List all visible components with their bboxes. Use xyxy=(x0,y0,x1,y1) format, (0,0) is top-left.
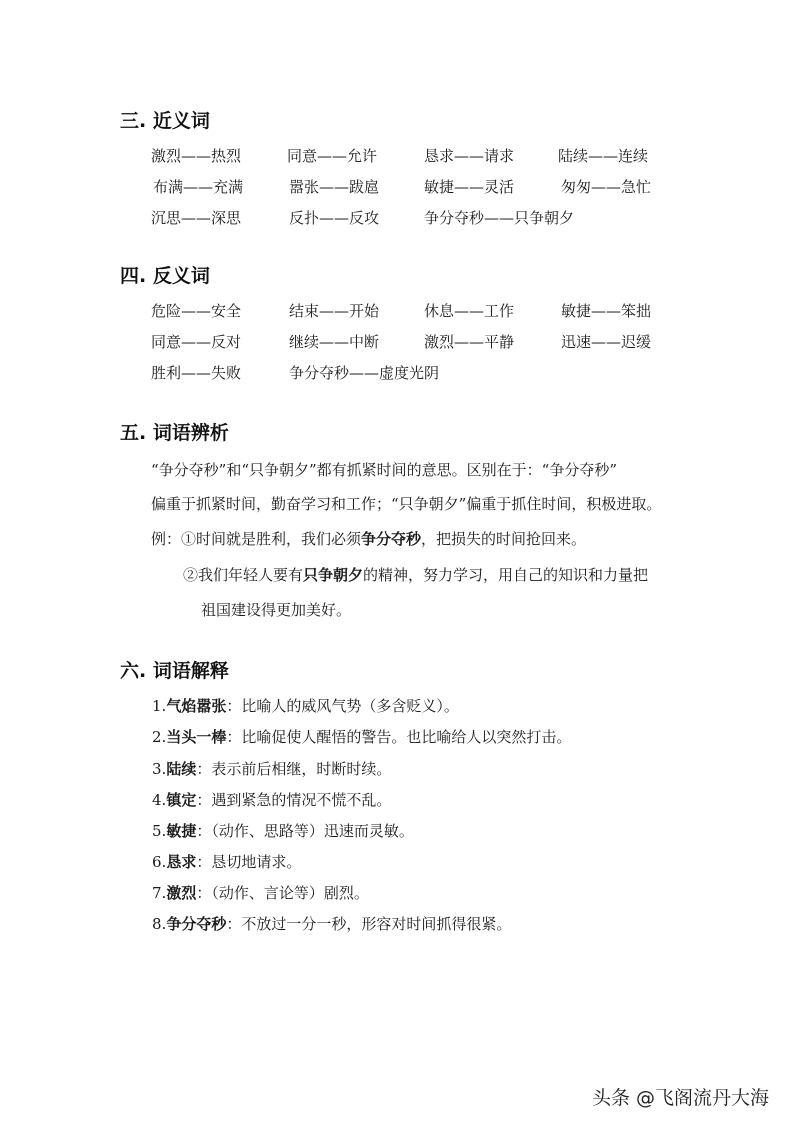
explanation-item xyxy=(152,820,414,841)
item-term: 激烈 xyxy=(166,884,197,902)
antonym-pair: 继续——中断 xyxy=(289,333,380,351)
example-2 xyxy=(183,564,648,585)
item-number: 2. xyxy=(152,728,167,746)
explanation-item xyxy=(152,726,571,747)
item-term: 争分夺秒 xyxy=(166,915,227,933)
item-definition: ：恳切地请求。 xyxy=(196,853,302,871)
item-term: 敏捷 xyxy=(166,822,197,840)
item-number: 1. xyxy=(152,697,167,715)
analysis-line-1: “争分夺秒”和“只争朝夕”都有抓紧时间的意思。区别在于：“争分夺秒” xyxy=(151,461,618,479)
explanation-item xyxy=(152,851,301,872)
item-definition: ：（动作、思路等）迅速而灵敏。 xyxy=(196,822,414,840)
explanations-title: 六. 词语解释 xyxy=(120,660,229,682)
item-term: 镇定 xyxy=(166,791,197,809)
antonyms-title: 四. 反义词 xyxy=(120,265,210,287)
synonym-pair: 沉思——深思 xyxy=(151,209,242,227)
antonym-pair: 激烈——平静 xyxy=(424,333,515,351)
synonym-pair: 陆续——连续 xyxy=(558,147,649,165)
item-term: 陆续 xyxy=(166,760,197,778)
antonym-pair: 迅速——迟缓 xyxy=(561,333,652,351)
explanation-item xyxy=(152,882,369,903)
example-2-continued: 祖国建设得更加美好。 xyxy=(201,601,352,619)
item-definition: ：（动作、言论等）剧烈。 xyxy=(196,884,369,902)
item-definition: ：不放过一分一秒，形容对时间抓得很紧。 xyxy=(226,915,512,933)
explanation-item xyxy=(152,695,459,716)
synonyms-title: 三. 近义词 xyxy=(120,110,210,132)
watermark: 头条 @飞阁流丹大海 xyxy=(592,1087,770,1109)
item-number: 6. xyxy=(152,853,167,871)
explanation-item xyxy=(152,758,391,779)
item-definition: ：比喻人的威风气势（多含贬义）。 xyxy=(226,697,459,715)
item-definition: ：遇到紧急的情况不慌不乱。 xyxy=(196,791,392,809)
synonym-pair: 嚣张——跋扈 xyxy=(289,178,380,196)
explanation-item xyxy=(152,913,511,934)
antonym-pair: 同意——反对 xyxy=(151,333,242,351)
synonym-pair: 同意——允许 xyxy=(287,147,378,165)
example-1 xyxy=(151,528,586,549)
synonym-pair: 敏捷——灵活 xyxy=(424,178,515,196)
example-1-prefix: 例：①时间就是胜利，我们必须 xyxy=(151,530,362,548)
synonym-pair: 恳求——请求 xyxy=(424,147,515,165)
item-number: 8. xyxy=(152,915,167,933)
item-definition: ：表示前后相继，时断时续。 xyxy=(196,760,392,778)
item-term: 气焰嚣张 xyxy=(166,697,227,715)
synonym-pair: 布满——充满 xyxy=(153,178,244,196)
example-2-prefix: ②我们年轻人要有 xyxy=(183,566,304,584)
antonym-pair: 危险——安全 xyxy=(151,302,242,320)
antonym-pair: 胜利——失败 xyxy=(151,364,242,382)
example-2-keyword: 只争朝夕 xyxy=(303,566,364,584)
synonym-pair: 匆匆——急忙 xyxy=(561,178,652,196)
antonym-pair: 休息——工作 xyxy=(424,302,515,320)
example-2-suffix: 的精神，努力学习，用自己的知识和力量把 xyxy=(363,566,649,584)
example-1-keyword: 争分夺秒 xyxy=(361,530,422,548)
item-number: 3. xyxy=(152,760,167,778)
item-definition: ：比喻促使人醒悟的警告。也比喻给人以突然打击。 xyxy=(226,728,572,746)
item-number: 7. xyxy=(152,884,167,902)
synonym-pair: 激烈——热烈 xyxy=(151,147,242,165)
item-number: 5. xyxy=(152,822,167,840)
synonym-pair: 反扑——反攻 xyxy=(289,209,380,227)
analysis-line-2: 偏重于抓紧时间，勤奋学习和工作；“只争朝夕”偏重于抓住时间，积极进取。 xyxy=(151,495,662,513)
item-number: 4. xyxy=(152,791,167,809)
example-1-suffix: ，把损失的时间抢回来。 xyxy=(421,530,587,548)
explanation-item xyxy=(152,789,391,810)
synonym-pair: 争分夺秒——只争朝夕 xyxy=(424,209,575,227)
analysis-title: 五. 词语辨析 xyxy=(120,422,229,444)
antonym-pair: 争分夺秒——虚度光阴 xyxy=(289,364,440,382)
item-term: 恳求 xyxy=(166,853,197,871)
antonym-pair: 敏捷——笨拙 xyxy=(561,302,652,320)
antonym-pair: 结束——开始 xyxy=(289,302,380,320)
item-term: 当头一棒 xyxy=(166,728,227,746)
